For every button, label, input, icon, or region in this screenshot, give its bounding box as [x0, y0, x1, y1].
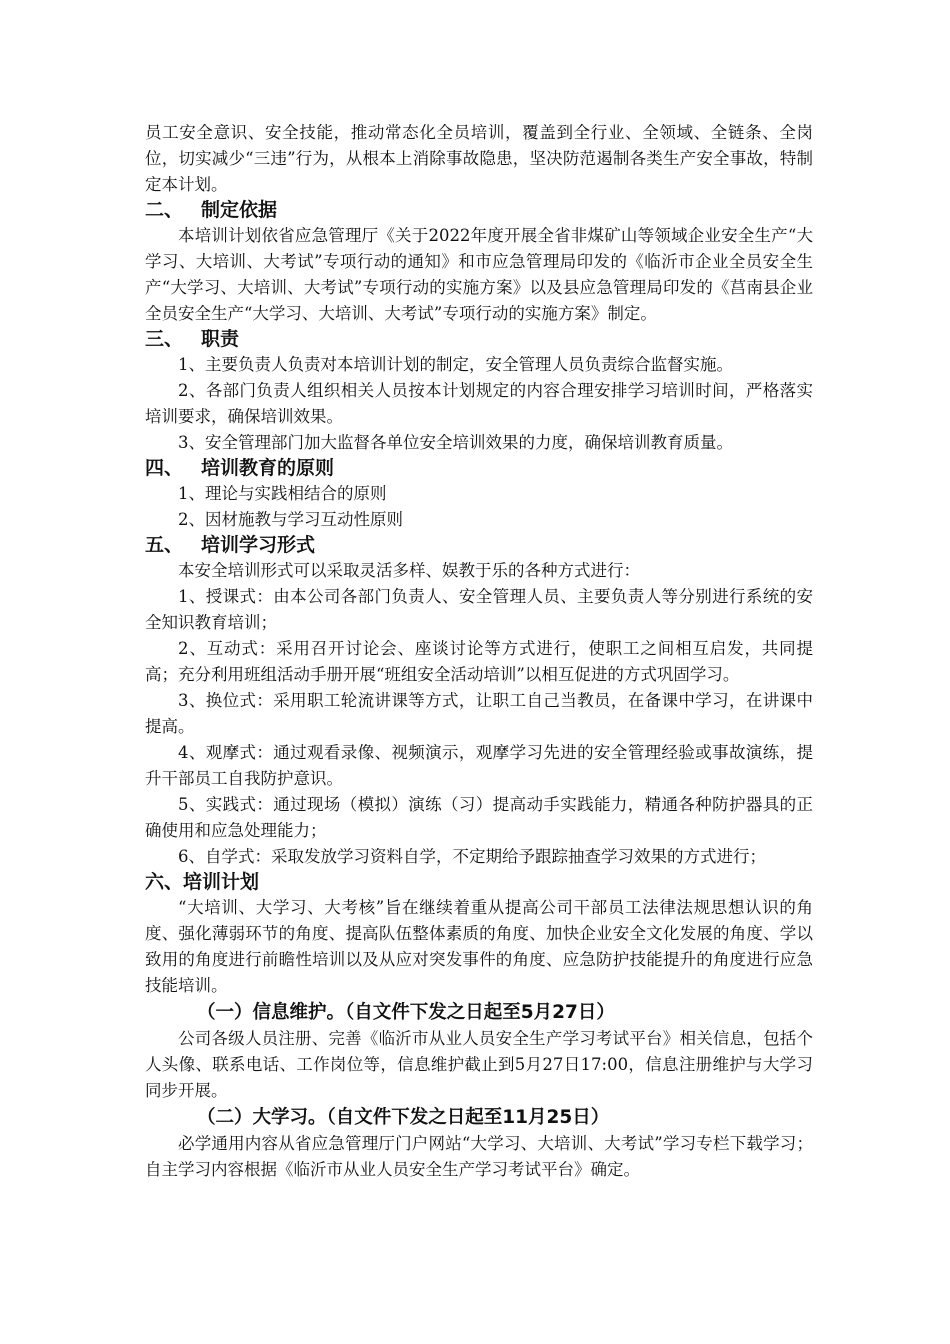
- form-item: 2、互动式：采用召开讨论会、座谈讨论等方式进行，使职工之间相互启发，共同提高；充分利用班组活动手册开展“班组安全活动培训”以相互促进的方式巩固学习。: [145, 639, 813, 684]
- info-paragraph: 公司各级人员注册、完善《临沂市从业人员安全生产学习考试平台》相关信息，包括个人头像、联系电话、工作岗位等，信息维护截止到5月27日17:00，信息注册维护与大学习同步开展。: [145, 1029, 813, 1100]
- section-heading-plan: [145, 870, 813, 895]
- study-paragraph: 必学通用内容从省应急管理厅门户网站“大学习、大培训、大考试”学习专栏下载学习；自主学习内容根据《临沂市从业人员安全生产学习考试平台》确定。: [145, 1134, 813, 1179]
- form-item: 1、授课式：由本公司各部门负责人、安全管理人员、主要负责人等分别进行系统的安全知识教育培训；: [145, 587, 813, 632]
- section-number: 六、: [145, 871, 184, 893]
- intro-paragraph: 员工安全意识、安全技能，推动常态化全员培训，覆盖到全行业、全领域、全链条、全岗位，切实减少“三违”行为，从根本上消除事故隐患，坚决防范遏制各类生产安全事故，特制定本计划。: [145, 123, 813, 194]
- duty-item: 3、安全管理部门加大监督各单位安全培训效果的力度，确保培训教育质量。: [178, 433, 733, 452]
- section-title: 培训学习形式: [201, 534, 316, 556]
- subsection-heading-info: （一）信息维护。（自文件下发之日起至5月27日）: [197, 1002, 615, 1023]
- basis-paragraph: 本培训计划依省应急管理厅《关于2022年度开展全省非煤矿山等领域企业安全生产“大学习、大培训、大考试”专项行动的通知》和市应急管理局印发的《临沂市企业全员安全生产“大学习、大培训、大考试”专项行动的实施方案》以及县应急管理局印发的《莒南县企业全员安全生产“大学习、大培训、大考试”专项行动的实施方案》制定。: [145, 226, 813, 323]
- principle-item: 2、因材施教与学习互动性原则: [178, 510, 403, 529]
- section-heading-duties: [145, 327, 813, 352]
- form-item: 6、自学式：采取发放学习资料自学，不定期给予跟踪抽查学习效果的方式进行；: [178, 847, 766, 866]
- form-item: 5、实践式：通过现场（模拟）演练（习）提高动手实践能力，精通各种防护器具的正确使用和应急处理能力；: [145, 795, 813, 840]
- document-page: [145, 120, 813, 1183]
- form-item: 4、观摩式：通过观看录像、视频演示，观摩学习先进的安全管理经验或事故演练，提升干部员工自我防护意识。: [145, 743, 813, 788]
- section-title: 职责: [201, 328, 240, 350]
- plan-paragraph: “大培训、大学习、大考核”旨在继续着重从提高公司干部员工法律法规思想认识的角度、强化薄弱环节的角度、提高队伍整体素质的角度、加快企业安全文化发展的角度、学以致用的角度进行前瞻性培训以及从应对突发事件的角度、应急防护技能提升的角度进行应急技能培训。: [145, 898, 813, 995]
- section-heading-forms: [145, 533, 813, 558]
- section-title: 培训计划: [183, 871, 260, 893]
- subsection-heading-study: （二）大学习。（自文件下发之日起至11月25日）: [197, 1107, 610, 1128]
- section-number: 二、: [145, 199, 184, 221]
- section-heading-principles: [145, 456, 813, 481]
- section-title: 制定依据: [201, 199, 278, 221]
- form-item: 3、换位式：采用职工轮流讲课等方式，让职工自己当教员，在备课中学习，在讲课中提高。: [145, 691, 813, 736]
- section-number: 四、: [145, 457, 184, 479]
- duty-item: 2、各部门负责人组织相关人员按本计划规定的内容合理安排学习培训时间，严格落实培训要求，确保培训效果。: [145, 381, 813, 426]
- section-number: 三、: [145, 328, 184, 350]
- duty-item: 1、主要负责人负责对本培训计划的制定，安全管理人员负责综合监督实施。: [178, 355, 733, 374]
- section-heading-basis: [145, 198, 813, 223]
- forms-intro: 本安全培训形式可以采取灵活多样、娱教于乐的各种方式进行：: [178, 561, 640, 580]
- principle-item: 1、理论与实践相结合的原则: [178, 484, 387, 503]
- section-title: 培训教育的原则: [201, 457, 335, 479]
- section-number: 五、: [145, 534, 184, 556]
